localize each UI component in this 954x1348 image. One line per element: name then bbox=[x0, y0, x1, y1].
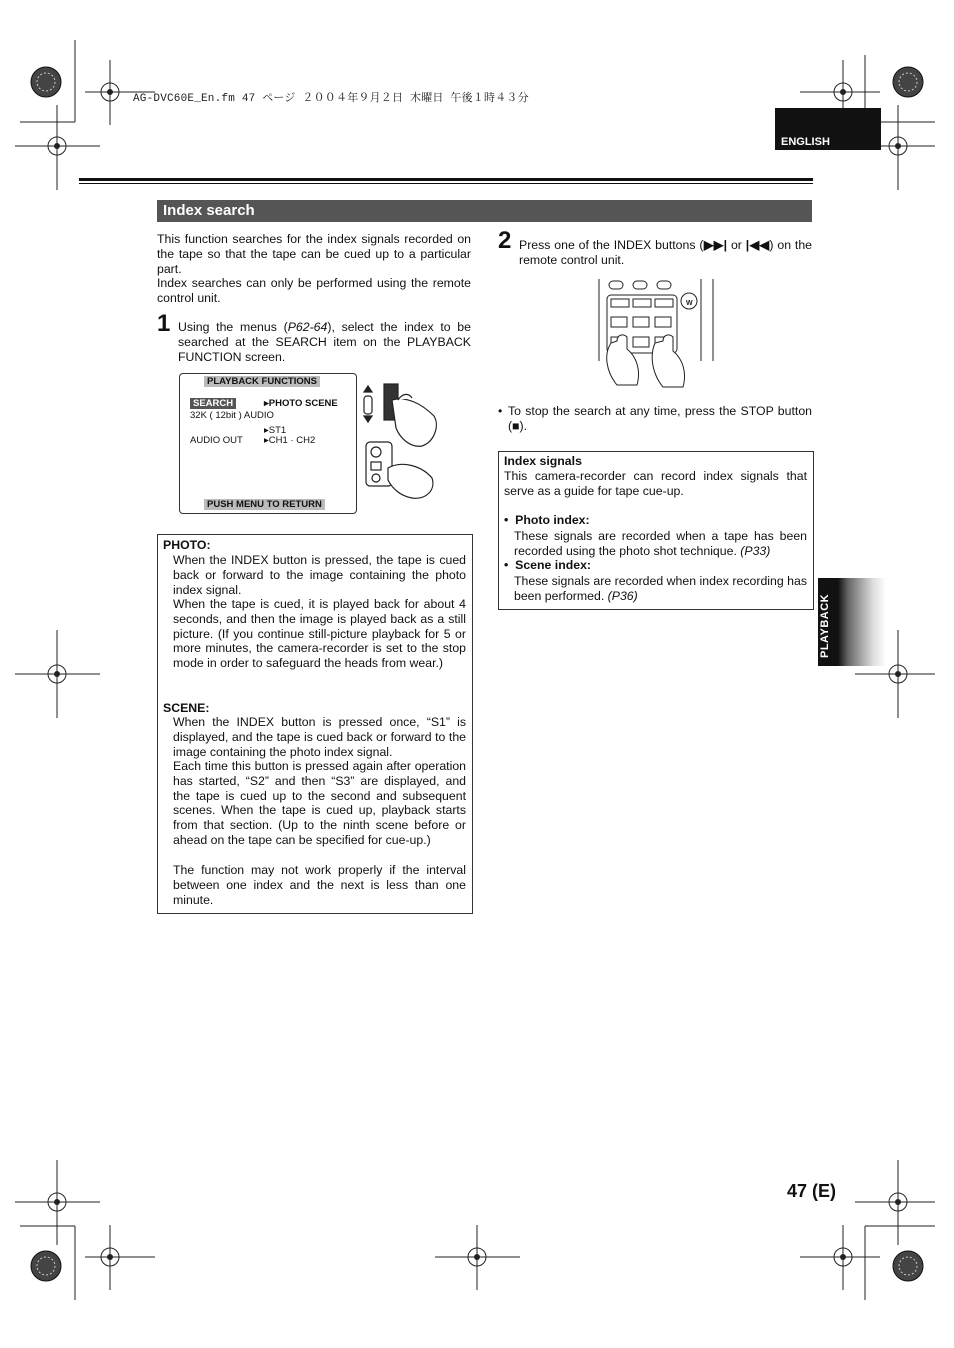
menu-search-label-text: SEARCH bbox=[190, 398, 236, 409]
index-forward-symbol: ▶▶| bbox=[703, 238, 728, 252]
menu-screen bbox=[179, 373, 357, 514]
menu-audio-out-value-text: CH1 · CH2 bbox=[268, 435, 316, 446]
photo-scene-notes-box bbox=[157, 534, 473, 914]
remote-control-illustration bbox=[597, 277, 715, 399]
index-signals-box bbox=[498, 451, 814, 610]
menu-search-value-text: PHOTO SCENE bbox=[268, 398, 338, 409]
index-reverse-symbol: |◀◀ bbox=[745, 238, 770, 252]
scene-paragraph-1: When the INDEX button is pressed once, “S1” is displayed, and the tape is cued back or forward to the image containing the photo index signal. bbox=[173, 715, 466, 759]
top-rule-thin bbox=[79, 183, 813, 184]
step-2-number: 2 bbox=[498, 227, 512, 254]
stop-note-bullet: • bbox=[498, 404, 503, 418]
menu-title bbox=[204, 376, 320, 387]
photo-index-page-ref: (P33) bbox=[740, 543, 771, 558]
scene-paragraph-2: Each time this button is pressed again after operation has started, “S2” and then “S3” are displayed, and the tape is cued up to the second and subsequent scenes. When the tape is cued up, playback starts from that section. (Up to the ninth scene before or ahead on the tape can be specified for cue-up.) bbox=[173, 759, 466, 847]
index-signals-intro: This camera-recorder can record index signals that serve as a guide for tape cue-up. bbox=[504, 469, 807, 498]
remote-w-label: W bbox=[686, 300, 693, 307]
language-label: ENGLISH bbox=[781, 136, 830, 148]
camera-button-hand-illustration bbox=[362, 382, 442, 504]
scene-index-page-ref: (P36) bbox=[607, 588, 638, 603]
menu-title-text: PLAYBACK FUNCTIONS bbox=[204, 376, 320, 387]
photo-paragraph-1: When the INDEX button is pressed, the tape is cued back or forward to the image containing the photo index signal. bbox=[173, 553, 466, 597]
photo-index-label: • Photo index: bbox=[504, 513, 590, 527]
step-1-text bbox=[178, 320, 471, 364]
step-2-text-a: Press one of the INDEX buttons ( bbox=[519, 238, 704, 252]
scene-index-text bbox=[514, 574, 807, 604]
menu-audio-value: ▸ST1 bbox=[264, 425, 287, 436]
scene-heading: SCENE: bbox=[163, 701, 210, 715]
step-1-text-a: Using the menus ( bbox=[178, 320, 288, 334]
page-number: 47 (E) bbox=[787, 1181, 837, 1201]
language-tab bbox=[775, 108, 881, 150]
step-2-text-b: ) on the remote control unit. bbox=[519, 238, 812, 267]
menu-audio-value-text: ST1 bbox=[268, 425, 287, 436]
scene-paragraph-3: The function may not work properly if the interval between one index and the next is less than one minute. bbox=[173, 863, 466, 907]
scene-index-label-text: Scene index: bbox=[515, 558, 591, 572]
menu-search-value: ▸PHOTO SCENE bbox=[264, 398, 338, 409]
scene-index-label: • Scene index: bbox=[504, 558, 591, 572]
step-2-text bbox=[519, 238, 812, 268]
menu-search-label bbox=[190, 398, 236, 409]
menu-footer-text: PUSH MENU TO RETURN bbox=[204, 499, 325, 510]
step-1-number: 1 bbox=[157, 310, 171, 337]
step-2-text-mid: or bbox=[727, 238, 746, 252]
intro-paragraph-1: This function searches for the index signals recorded on the tape so that the tape can be cued up to a particular part. bbox=[157, 232, 471, 276]
section-title-bar bbox=[157, 200, 812, 222]
photo-index-label-text: Photo index: bbox=[515, 513, 590, 527]
step-1-text-b: ), select the index to be searched at the SEARCH item on the PLAYBACK FUNCTION screen. bbox=[178, 320, 471, 364]
top-rule bbox=[79, 178, 813, 181]
menu-audio-out-label: AUDIO OUT bbox=[190, 435, 243, 446]
step-1-page-ref: P62-64 bbox=[287, 320, 328, 334]
stop-note-text: To stop the search at any time, press the STOP button (■). bbox=[508, 404, 812, 433]
menu-footer bbox=[204, 499, 325, 510]
intro-paragraph-2: Index searches can only be performed using the remote control unit. bbox=[157, 276, 471, 305]
index-signals-heading: Index signals bbox=[504, 454, 582, 468]
side-chapter-label: PLAYBACK bbox=[819, 593, 831, 658]
file-header: AG-DVC60E_En.fm 47 ページ ２００４年９月２日 木曜日 午後１時４３分 bbox=[133, 93, 529, 105]
photo-paragraph-2: When the tape is cued, it is played back for about 4 seconds, and then the image is played back as a still picture. (If you continue still-picture playback for 5 or more minutes, the camera-recorder is set to the stop mode in order to safeguard the heads from wear.) bbox=[173, 597, 466, 671]
scene-index-text-body: These signals are recorded when index recording has been performed. bbox=[514, 574, 807, 603]
photo-index-text-body: These signals are recorded when a tape has been recorded using the photo shot technique. bbox=[514, 529, 807, 558]
menu-audio-out-value: ▸CH1 · CH2 bbox=[264, 435, 316, 446]
side-chapter-tab bbox=[818, 578, 886, 666]
menu-audio-label: 32K ( 12bit ) AUDIO bbox=[190, 410, 274, 421]
photo-heading: PHOTO: bbox=[163, 538, 211, 552]
photo-index-text bbox=[514, 529, 807, 559]
section-title: Index search bbox=[163, 202, 255, 219]
